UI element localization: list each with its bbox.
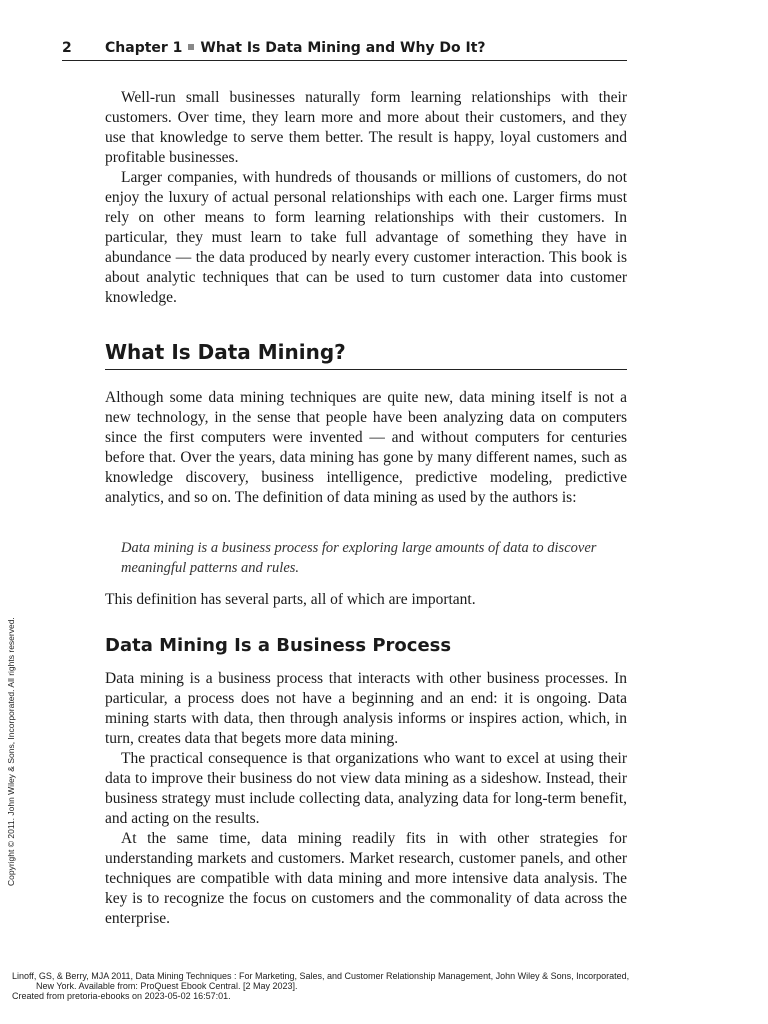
footer-line-3: Created from pretoria-ebooks on 2023-05-02 16:57:01. [12, 991, 231, 1001]
definition-followup-paragraph: This definition has several parts, all of which are important. [105, 591, 476, 608]
footer-line-1: Linoff, GS, & Berry, MJA 2011, Data Mining Techniques : For Marketing, Sales, and Customer Relationship Management, John Wiley & Sons, Incorporated, [12, 971, 630, 981]
section2-text [105, 669, 627, 929]
intro-paragraph-2: Larger companies, with hundreds of thousands or millions of customers, do not enjoy the luxury of actual personal relationships with each one. Larger firms must rely on other means to form learning relationships with their customers. In particular, they must learn to take full advantage of something they have in abundance — the data produced by nearly every customer interaction. This book is about analytic techniques that can be used to turn customer data into customer knowledge. [105, 169, 627, 306]
section2-paragraph-3: At the same time, data mining readily fits in with other strategies for understanding markets and customers. Market research, customer panels, and other techniques are compatible with data mining and more intensive data analysis. The key is to recognize the focus on customers and the commonality of data across the enterprise. [105, 830, 627, 927]
running-head [62, 38, 627, 61]
definition-followup [105, 590, 627, 610]
chapter-label: Chapter 1 [105, 40, 183, 56]
section1-text [105, 388, 627, 508]
chapter-title: What Is Data Mining and Why Do It? [200, 40, 486, 56]
definition-quote: Data mining is a business process for exploring large amounts of data to discover meaningful patterns and rules. [121, 540, 597, 576]
intro-text [105, 88, 627, 308]
section-heading-what-is-data-mining: What Is Data Mining? [105, 338, 627, 370]
intro-paragraph-1: Well-run small businesses naturally form learning relationships with their customers. Over time, they learn more and more about their customers, and they use that knowledge to serve them better. The result is happy, loyal customers and profitable businesses. [105, 89, 627, 166]
section2-paragraph-1: Data mining is a business process that interacts with other business processes. In particular, a process does not have a beginning and an end: it is ongoing. Data mining starts with data, then through analysis informs or inspires action, which, in turn, creates data that begets more data mining. [105, 670, 627, 747]
footer-line-2: New York. Available from: ProQuest Ebook Central. [2 May 2023]. [36, 981, 298, 991]
square-bullet-icon [188, 44, 194, 50]
section2-paragraph-2: The practical consequence is that organizations who want to excel at using their data to improve their business do not view data mining as a sideshow. Instead, their business strategy must include collecting data, analyzing data for long-term benefit, and acting on the results. [105, 750, 627, 827]
section1-paragraph: Although some data mining techniques are quite new, data mining itself is not a new technology, in the sense that people have been analyzing data on computers since the first computers were invented — and without computers for centuries before that. Over the years, data mining has gone by many different names, such as knowledge discovery, business intelligence, predictive modeling, predictive analytics, and so on. The definition of data mining as used by the authors is: [105, 389, 627, 506]
side-copyright-notice: Copyright © 2011. John Wiley & Sons, Incorporated. All rights reserved. [6, 617, 16, 886]
citation-footer [12, 971, 712, 1001]
chapter-heading [105, 38, 486, 58]
section-heading-business-process: Data Mining Is a Business Process [105, 635, 452, 656]
page-number: 2 [62, 40, 72, 56]
